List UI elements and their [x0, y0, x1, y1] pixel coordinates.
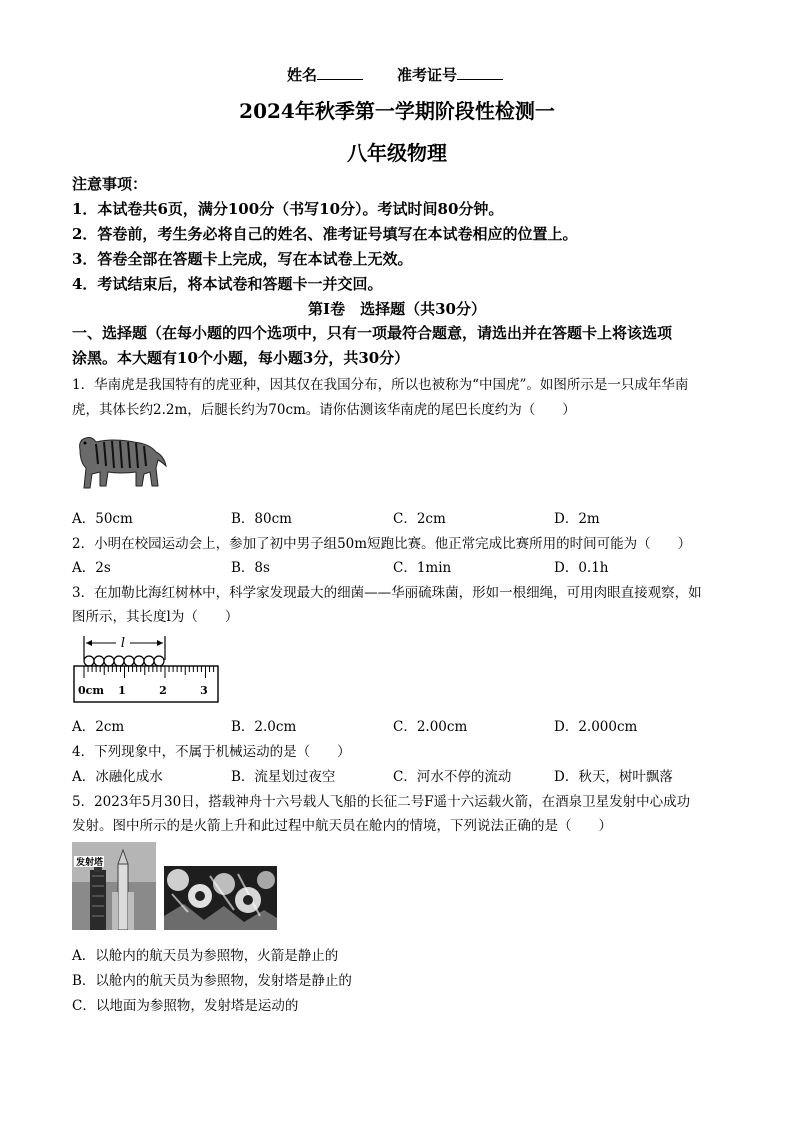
notice-item: 3．答卷全部在答题卡上完成，写在本试卷上无效。 — [72, 250, 413, 268]
name-label: 姓名 — [287, 66, 318, 84]
notice-item: 1．本试卷共6页，满分100分（书写10分）。考试时间80分钟。 — [72, 200, 504, 218]
option-b: B．以舱内的航天员为参照物，发射塔是静止的 — [72, 973, 352, 989]
section-title: 第Ⅰ卷 选择题（共30分） — [308, 300, 486, 318]
tick-label: 0cm — [78, 684, 104, 697]
question-5-text: 发射。图中所示的是火箭上升和此过程中航天员在舱内的情境，下列说法正确的是（ ） — [72, 818, 612, 834]
option-c: C．2.00cm — [393, 719, 468, 735]
option-c: C．2cm — [393, 511, 446, 527]
option-d: D．0.1h — [554, 560, 609, 576]
page-title: 2024年秋季第一学期阶段性检测一 — [239, 99, 555, 123]
question-1-text: 虎，其体长约2.2m，后腿长约为70cm。请你估测该华南虎的尾巴长度约为（ ） — [72, 402, 576, 418]
notice-heading: 注意事项： — [72, 175, 148, 193]
tick-label: 2 — [159, 684, 167, 697]
tick-label: 3 — [200, 684, 208, 697]
option-b: B．8s — [231, 560, 270, 576]
tick-label: 1 — [118, 684, 126, 697]
option-b: B．80cm — [231, 511, 292, 527]
question-4-text: 4．下列现象中，不属于机械运动的是（ ） — [72, 744, 351, 760]
rocket-launch-photo — [72, 842, 156, 930]
tiger-image — [72, 428, 168, 494]
option-d: D．2m — [554, 511, 600, 527]
option-c: C．河水不停的流动 — [393, 769, 512, 785]
option-a: A．以舱内的航天员为参照物，火箭是静止的 — [72, 948, 339, 964]
length-label: l — [120, 636, 126, 651]
notice-item: 2．答卷前，考生务必将自己的姓名、准考证号填写在本试卷相应的位置上。 — [72, 225, 578, 243]
page-subtitle: 八年级物理 — [347, 141, 447, 165]
option-c: C．1min — [393, 560, 452, 576]
tower-label: 发射塔 — [76, 858, 104, 868]
ruler-figure — [72, 632, 220, 704]
option-d: D．2.000cm — [554, 719, 638, 735]
question-2-text: 2．小明在校园运动会上，参加了初中男子组50m短跑比赛。他正常完成比赛所用的时间可能为（ ） — [72, 536, 692, 552]
option-b: B．2.0cm — [231, 719, 297, 735]
exam-id-label: 准考证号 — [397, 66, 458, 84]
name-field — [287, 64, 363, 85]
name-blank — [317, 65, 363, 80]
option-d: D．秋天，树叶飘落 — [554, 769, 673, 785]
astronauts-cabin-photo — [164, 866, 277, 930]
option-c: C．以地面为参照物，发射塔是运动的 — [72, 998, 299, 1014]
question-5-text: 5．2023年5月30日，搭载神舟十六号载人飞船的长征二号F遥十六运载火箭，在酒泉卫星发射中心成功 — [72, 794, 691, 810]
notice-item: 4．考试结束后，将本试卷和答题卡一并交回。 — [72, 275, 383, 293]
option-b: B．流星划过夜空 — [231, 769, 336, 785]
option-a: A．50cm — [72, 511, 133, 527]
section-instruction: 涂黑。本大题有10个小题，每小题3分，共30分） — [72, 349, 410, 367]
exam-id-blank — [457, 65, 503, 80]
option-a: A．2cm — [72, 719, 125, 735]
question-1-text: 1．华南虎是我国特有的虎亚种，因其仅在我国分布，所以也被称为“中国虎”。如图所示是一只成年华南 — [72, 377, 689, 393]
question-3-text: 图所示，其长度l为（ ） — [72, 609, 239, 625]
section-instruction: 一、选择题（在每小题的四个选项中，只有一项最符合题意，请选出并在答题卡上将该选项 — [72, 324, 673, 342]
question-3-text: 3．在加勒比海红树林中，科学家发现最大的细菌——华丽硫珠菌，形如一根细绳，可用肉眼直接观察，如 — [72, 585, 702, 601]
exam-id-field — [397, 64, 503, 85]
option-a: A．2s — [72, 560, 111, 576]
option-a: A．冰融化成水 — [72, 769, 163, 785]
